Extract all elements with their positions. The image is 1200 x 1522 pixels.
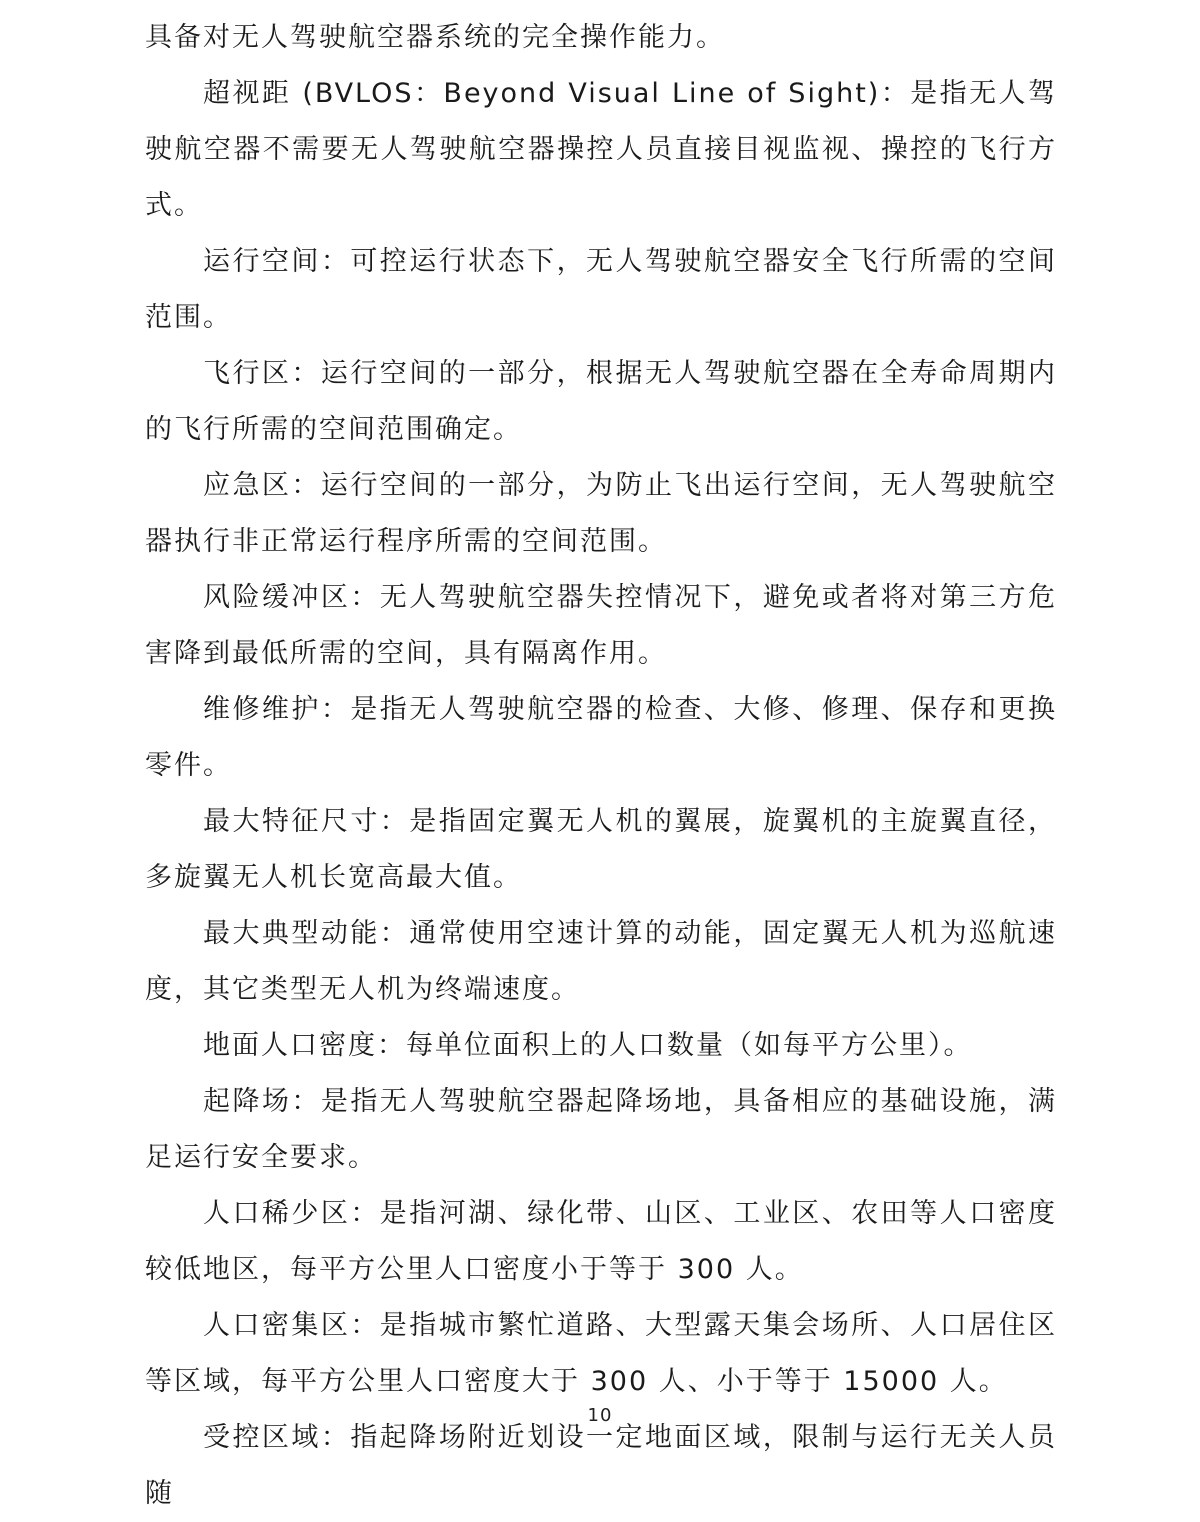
definition-population-density: 地面人口密度：每单位面积上的人口数量（如每平方公里）。	[203, 1030, 973, 1061]
definition-max-dimension: 最大特征尺寸：是指固定翼无人机的翼展，旋翼机的主旋翼直径，多旋翼无人机长宽高最大值。	[145, 806, 1057, 893]
definition-emergency-area: 应急区：运行空间的一部分，为防止飞出运行空间，无人驾驶航空器执行非正常运行程序所需的空间范围。	[145, 470, 1057, 557]
definition-controlled-area: 受控区域：指起降场附近划设一定地面区域，限制与运行无关人员随	[145, 1422, 1057, 1509]
definition-bvlos: 超视距 (BVLOS：Beyond Visual Line of Sight)：是指无人驾驶航空器不需要无人驾驶航空器操控人员直接目视监视、操控的飞行方式。	[145, 78, 1057, 221]
definition-max-kinetic-energy: 最大典型动能：通常使用空速计算的动能，固定翼无人机为巡航速度，其它类型无人机为终端速度。	[145, 918, 1057, 1005]
definition-takeoff-landing-site: 起降场：是指无人驾驶航空器起降场地，具备相应的基础设施，满足运行安全要求。	[145, 1086, 1057, 1173]
page-number: 10	[587, 1405, 613, 1426]
definition-operational-space: 运行空间：可控运行状态下，无人驾驶航空器安全飞行所需的空间范围。	[145, 246, 1057, 333]
definition-sparse-area: 人口稀少区：是指河湖、绿化带、山区、工业区、农田等人口密度较低地区，每平方公里人口密度小于等于 300 人。	[145, 1198, 1057, 1285]
definition-dense-area: 人口密集区：是指城市繁忙道路、大型露天集会场所、人口居住区等区域，每平方公里人口密度大于 300 人、小于等于 15000 人。	[145, 1310, 1057, 1397]
definition-maintenance: 维修维护：是指无人驾驶航空器的检查、大修、修理、保存和更换零件。	[145, 694, 1057, 781]
definition-flight-area: 飞行区：运行空间的一部分，根据无人驾驶航空器在全寿命周期内的飞行所需的空间范围确定。	[145, 358, 1057, 445]
definition-risk-buffer: 风险缓冲区：无人驾驶航空器失控情况下，避免或者将对第三方危害降到最低所需的空间，具有隔离作用。	[145, 582, 1057, 669]
paragraph-continuation: 具备对无人驾驶航空器系统的完全操作能力。	[145, 22, 725, 53]
document-page	[145, 10, 1057, 1522]
